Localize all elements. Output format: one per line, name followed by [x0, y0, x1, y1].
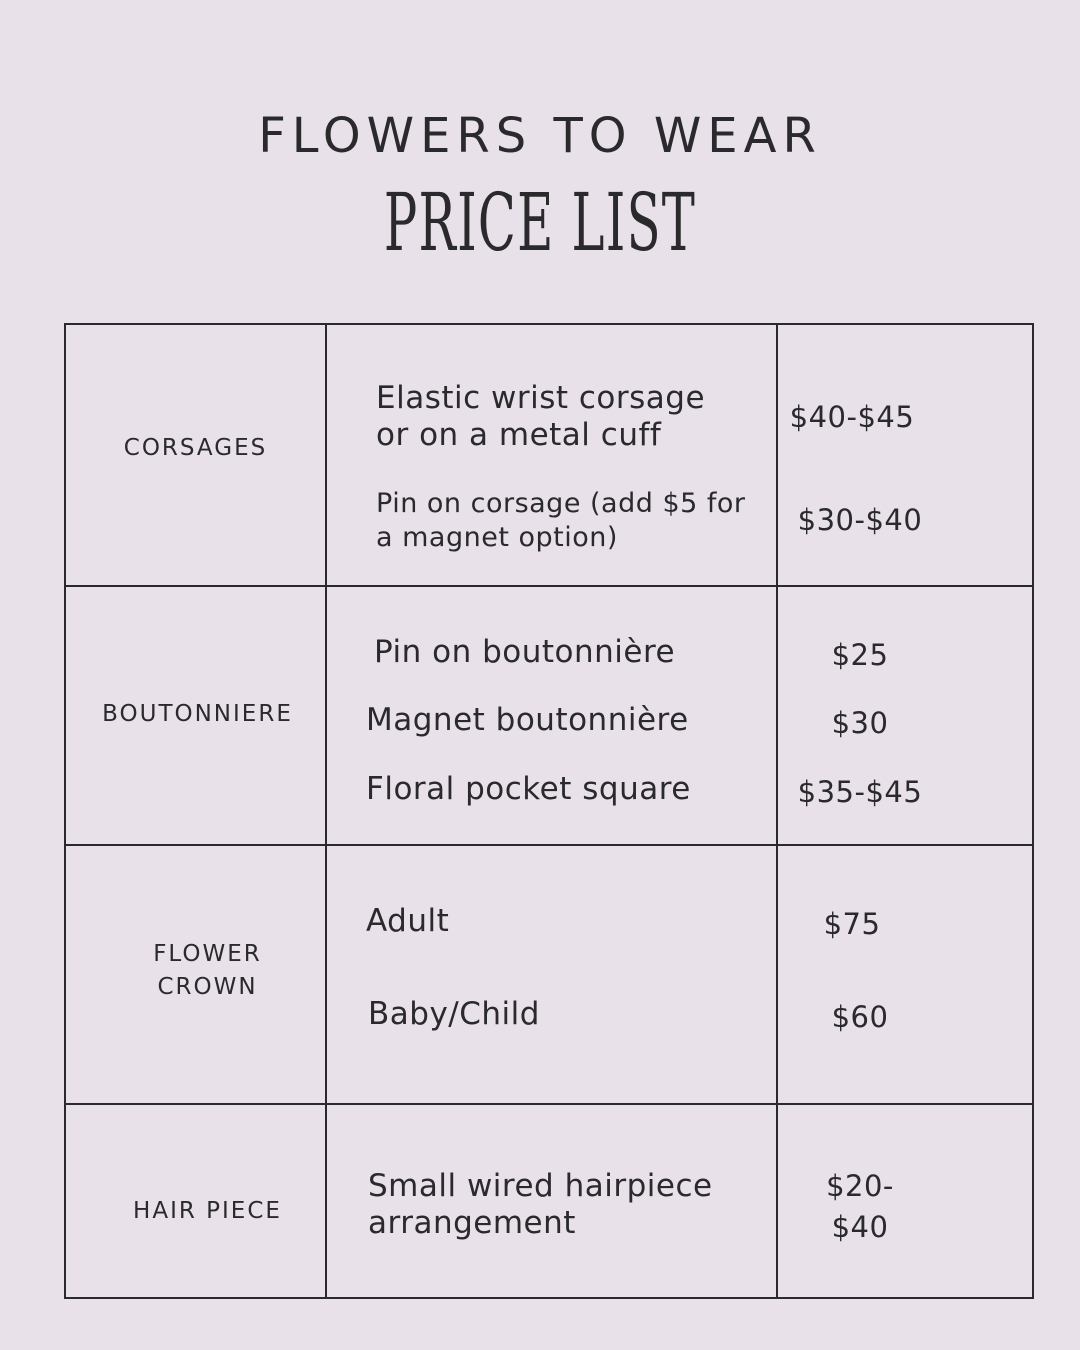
row-divider — [66, 1103, 1034, 1105]
item-name-line: arrangement — [368, 1205, 576, 1241]
item-name-line: Pin on boutonnière — [374, 634, 676, 670]
item-price-line: $20- — [826, 1169, 894, 1203]
column-divider — [325, 325, 327, 1299]
item-price: $30-$40 — [797, 503, 923, 537]
category-flower-crown-line: FLOWER — [153, 941, 262, 967]
item-name-line: Baby/Child — [368, 996, 540, 1032]
category-hair-piece: HAIR PIECE — [133, 1198, 282, 1224]
item-name-line: Elastic wrist corsage — [376, 380, 706, 416]
category-flower-crown-line: CROWN — [157, 974, 258, 1000]
category-boutonniere: BOUTONNIERE — [102, 701, 293, 727]
item-price: $40-$45 — [789, 400, 915, 434]
item-price-line: $40 — [831, 1210, 889, 1244]
row-divider — [66, 844, 1034, 846]
eyebrow-title: FLOWERS TO WEAR — [258, 108, 822, 164]
item-price: $25 — [831, 638, 889, 672]
item-price: $60 — [831, 1000, 889, 1034]
category-corsages: CORSAGES — [123, 435, 268, 461]
item-name-line: Floral pocket square — [366, 771, 691, 807]
item-name-line: or on a metal cuff — [376, 417, 662, 453]
item-name-line: Pin on corsage (add $5 for — [376, 488, 746, 519]
row-divider — [66, 585, 1034, 587]
item-price: $75 — [823, 907, 881, 941]
item-price: $30 — [831, 706, 889, 740]
item-price: $35-$45 — [797, 775, 923, 809]
item-name-line: Small wired hairpiece — [368, 1168, 713, 1204]
item-name-line: Adult — [366, 903, 450, 939]
item-name-line: Magnet boutonnière — [366, 702, 689, 738]
price-table — [64, 323, 1034, 1299]
page-title: PRICE LIST — [383, 176, 697, 269]
item-name-line: a magnet option) — [376, 522, 618, 553]
